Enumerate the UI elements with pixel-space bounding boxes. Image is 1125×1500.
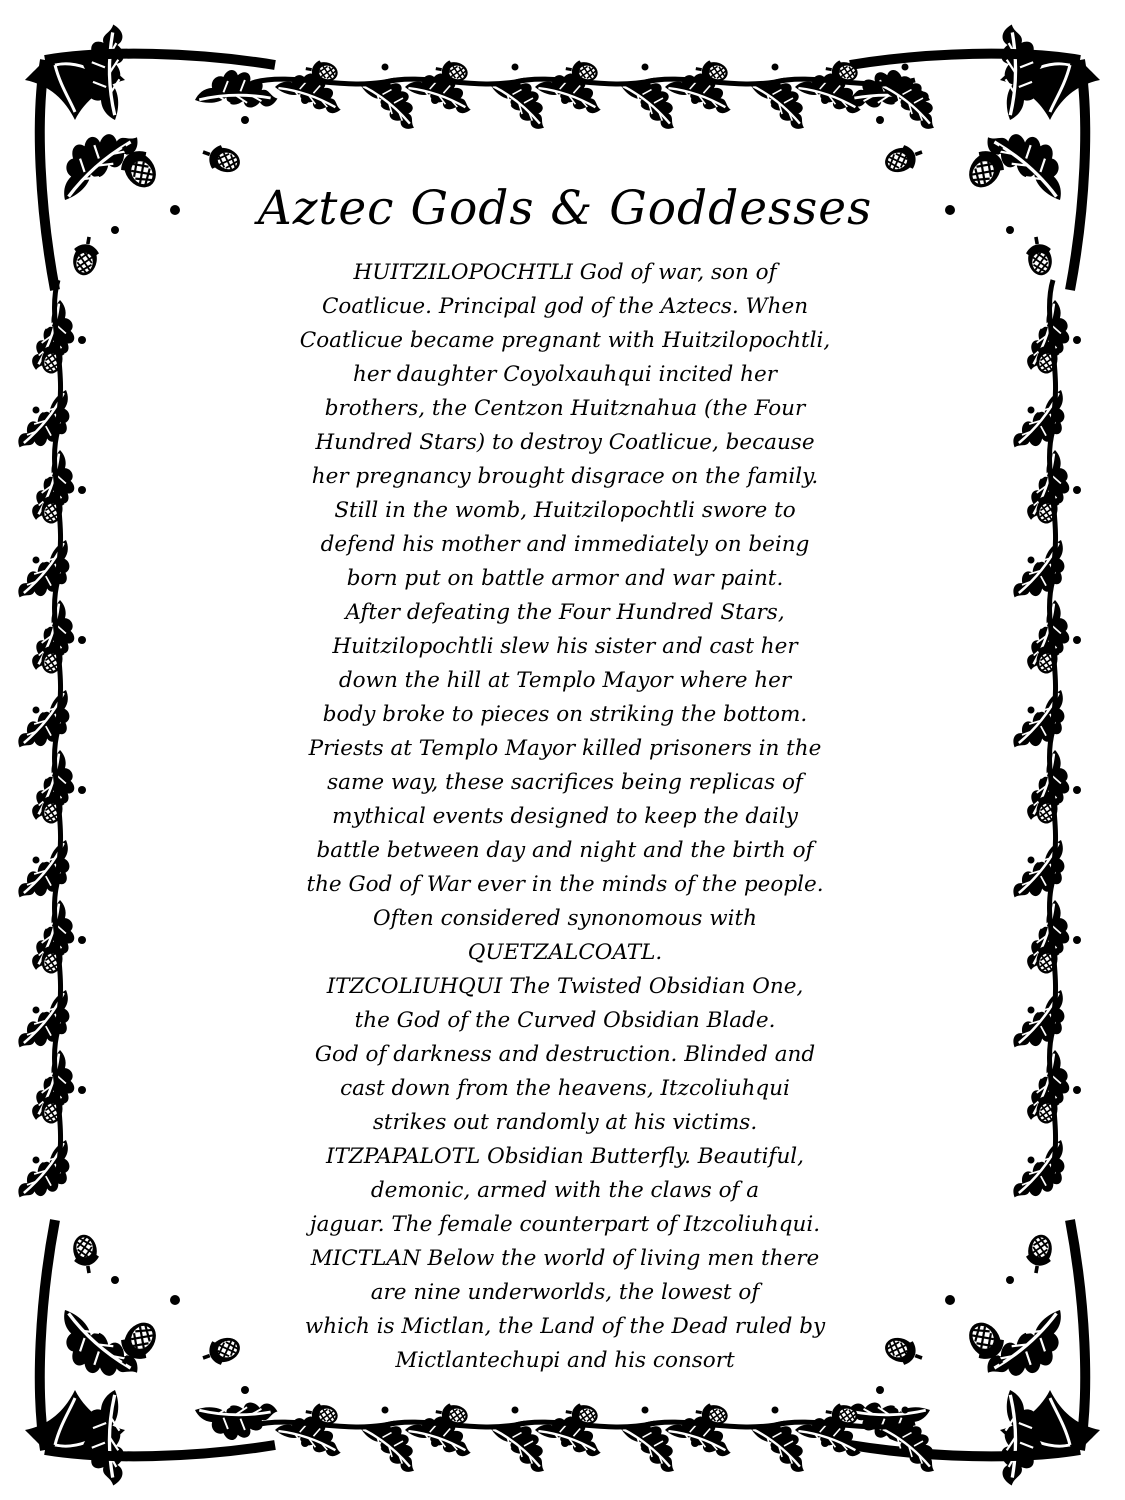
page-title: Aztec Gods & Goddesses bbox=[257, 181, 873, 236]
text-line: which is Mictlan, the Land of the Dead ruled by bbox=[304, 1314, 826, 1339]
text-line: Coatlicue. Principal god of the Aztecs. When bbox=[321, 294, 809, 319]
right-leaf-band bbox=[1012, 280, 1081, 1205]
text-line: the God of War ever in the minds of the people. bbox=[306, 872, 824, 897]
text-line: same way, these sacrifices being replicas of bbox=[327, 770, 803, 795]
text-line: born put on battle armor and war paint. bbox=[346, 566, 784, 591]
text-line: QUETZALCOATL. bbox=[467, 940, 663, 965]
text-line: Hundred Stars) to destroy Coatlicue, because bbox=[315, 430, 815, 455]
left-leaf-band bbox=[17, 280, 86, 1205]
text-line: demonic, armed with the claws of a bbox=[370, 1178, 760, 1203]
text-line: her daughter Coyolxauhqui incited her bbox=[353, 362, 777, 387]
text-line: MICTLAN Below the world of living men there bbox=[310, 1246, 820, 1271]
text-line: Often considered synonomous with bbox=[372, 906, 758, 931]
text-line: ITZCOLIUHQUI The Twisted Obsidian One, bbox=[326, 974, 804, 999]
text-line: God of darkness and destruction. Blinded and bbox=[314, 1042, 816, 1067]
body-text bbox=[200, 256, 930, 1378]
text-line: strikes out randomly at his victims. bbox=[372, 1110, 758, 1135]
text-line: Mictlantechupi and his consort bbox=[395, 1348, 735, 1373]
text-line: HUITZILOPOCHTLI God of war, son of bbox=[353, 260, 777, 285]
text-line: defend his mother and immediately on being bbox=[320, 532, 810, 557]
text-line: After defeating the Four Hundred Stars, bbox=[345, 600, 785, 625]
text-line: Priests at Templo Mayor killed prisoners in the bbox=[308, 736, 822, 761]
text-line: are nine underworlds, the lowest of bbox=[370, 1280, 760, 1305]
text-line: battle between day and night and the birth of bbox=[316, 838, 814, 863]
text-line: Still in the womb, Huitzilopochtli swore to bbox=[334, 498, 796, 523]
text-line: Huitzilopochtli slew his sister and cast her bbox=[332, 634, 798, 659]
text-line: cast down from the heavens, Itzcoliuhqui bbox=[340, 1076, 790, 1101]
text-line: her pregnancy brought disgrace on the family. bbox=[311, 464, 819, 489]
text-line: Coatlicue became pregnant with Huitzilopochtli, bbox=[299, 328, 831, 353]
corner-ornament-top-left bbox=[25, 23, 279, 290]
text-line: jaguar. The female counterpart of Itzcoliuhqui. bbox=[309, 1212, 821, 1237]
text-line: brothers, the Centzon Huitznahua (the Four bbox=[324, 396, 806, 421]
text-line: body broke to pieces on striking the bottom. bbox=[322, 702, 808, 727]
text-line: mythical events designed to keep the daily bbox=[332, 804, 798, 829]
text-line: down the hill at Templo Mayor where her bbox=[338, 668, 792, 693]
top-leaf-band bbox=[255, 58, 941, 130]
bottom-leaf-band bbox=[255, 1401, 941, 1473]
text-line: ITZPAPALOTL Obsidian Butterfly. Beautiful, bbox=[325, 1144, 805, 1169]
corner-ornament-top-right bbox=[846, 23, 1100, 290]
text-line: the God of the Curved Obsidian Blade. bbox=[354, 1008, 776, 1033]
